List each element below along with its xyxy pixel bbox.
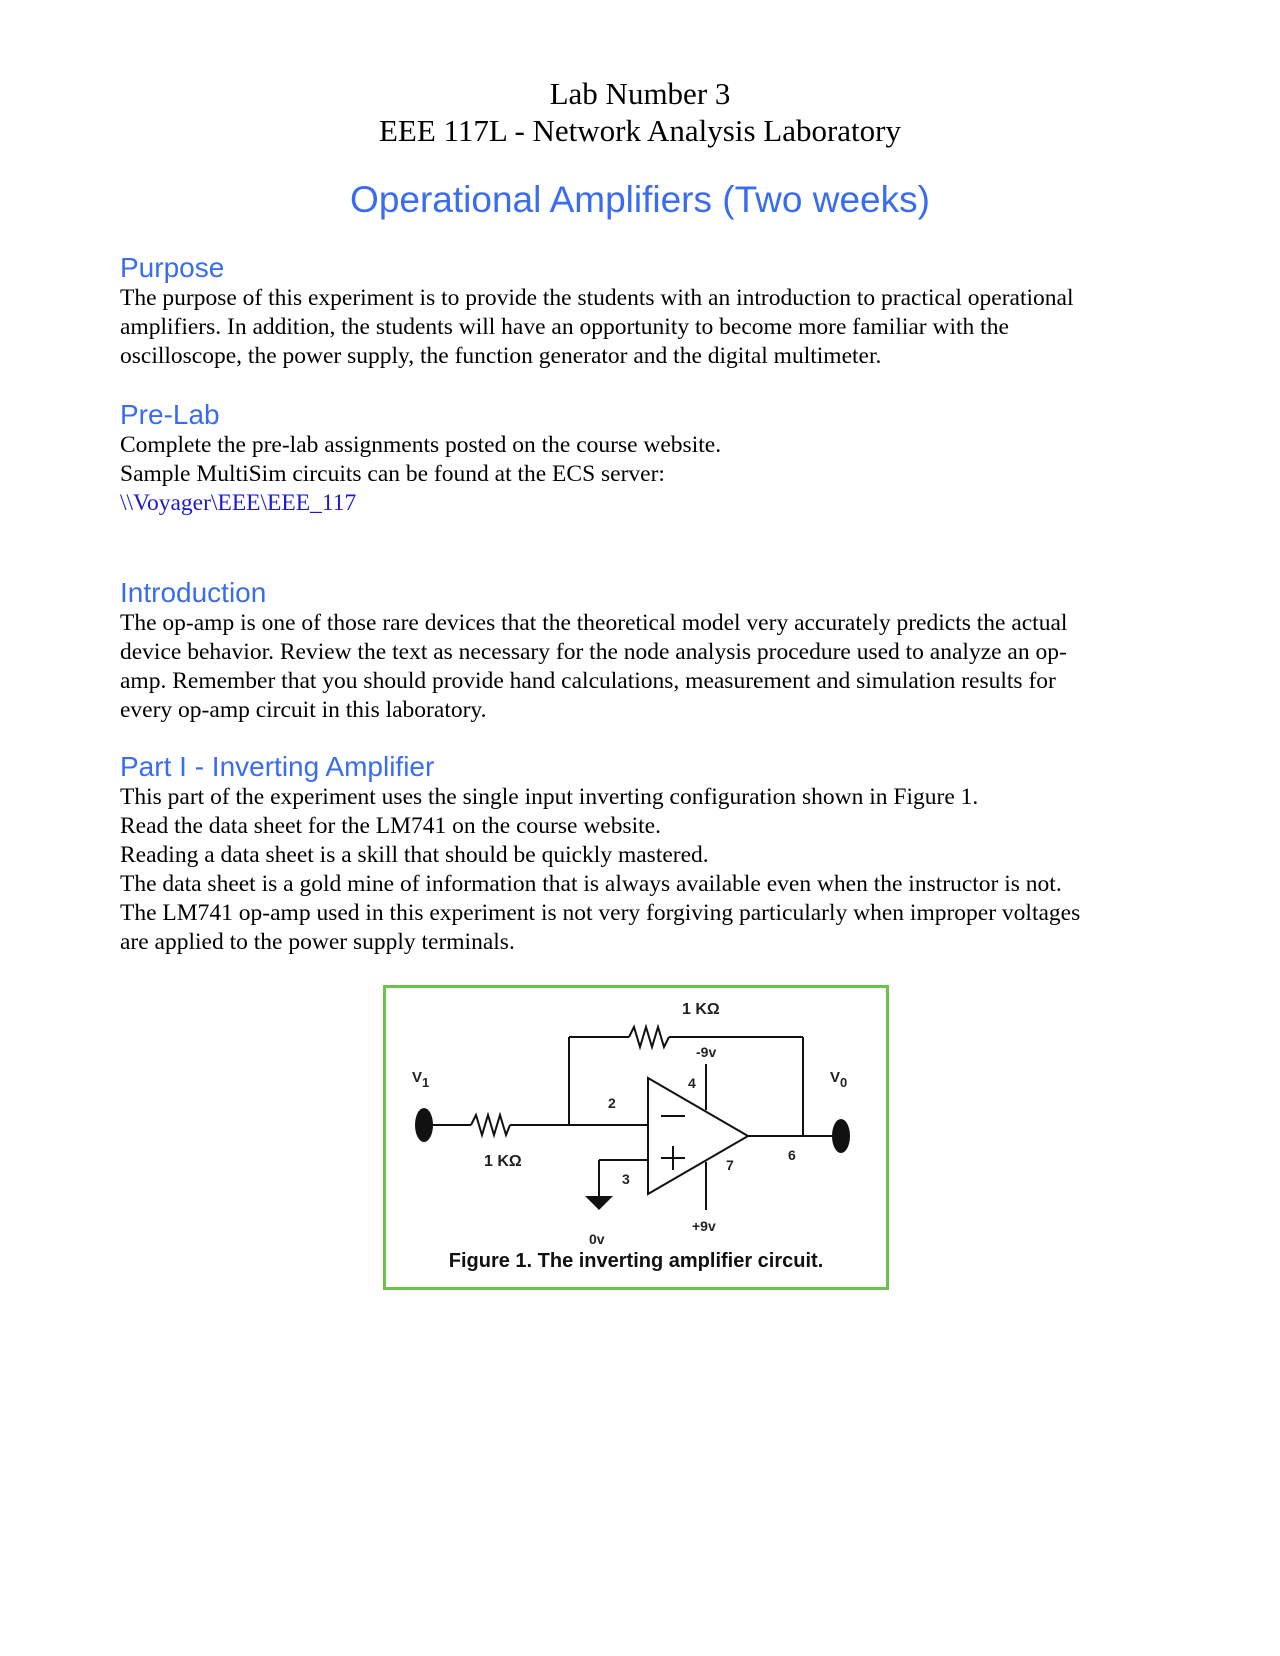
output-voltage-label: [830, 1069, 847, 1090]
feedback-resistor-label: 1 KΩ: [682, 1001, 720, 1018]
lab-number: Lab Number 3: [549, 76, 731, 111]
introduction-paragraph: [120, 609, 1160, 725]
pin-6-label: 6: [788, 1147, 796, 1163]
part1-paragraph: [120, 783, 1160, 957]
circuit-diagram: [386, 988, 886, 1287]
output-voltage-main: V: [830, 1069, 841, 1086]
neg-supply-label: -9v: [696, 1044, 717, 1060]
purpose-line: The purpose of this experiment is to provide the students with an introduction to practical operational: [120, 285, 1074, 311]
input-voltage-label: [412, 1069, 429, 1090]
prelab-heading: Pre-Lab: [120, 399, 220, 430]
input-voltage-main: V: [412, 1069, 423, 1086]
prelab-line: Sample MultiSim circuits can be found at the ECS server:: [120, 461, 665, 487]
pin-2-label: 2: [608, 1095, 616, 1111]
part1-line: are applied to the power supply terminals.: [120, 929, 515, 955]
introduction-line: The op-amp is one of those rare devices that the theoretical model very accurately predicts the actual: [120, 610, 1068, 636]
purpose-line: amplifiers. In addition, the students will have an opportunity to become more familiar with the: [120, 314, 1009, 340]
purpose-line: oscilloscope, the power supply, the function generator and the digital multimeter.: [120, 343, 882, 369]
purpose-paragraph: [120, 284, 1160, 371]
pin-4-label: 4: [688, 1075, 696, 1091]
figure-inverting-amplifier: [383, 985, 889, 1290]
input-resistor-label: 1 KΩ: [484, 1153, 522, 1170]
feedback-resistor: [629, 1027, 669, 1047]
part1-line: Reading a data sheet is a skill that should be quickly mastered.: [120, 842, 709, 868]
input-voltage-sub: 1: [422, 1075, 430, 1090]
course-title: EEE 117L - Network Analysis Laboratory: [379, 113, 901, 148]
pin-3-label: 3: [622, 1171, 630, 1187]
input-resistor: [471, 1115, 510, 1135]
introduction-line: amp. Remember that you should provide hand calculations, measurement and simulation results for: [120, 668, 1056, 694]
introduction-heading: Introduction: [120, 577, 267, 608]
ground-label: 0v: [589, 1231, 605, 1247]
introduction-line: device behavior. Review the text as necessary for the node analysis procedure used to analyze an op-: [120, 639, 1067, 665]
part1-line: The data sheet is a gold mine of information that is always available even when the instructor is not.: [120, 871, 1062, 897]
part1-heading: Part I - Inverting Amplifier: [120, 751, 435, 782]
part1-line: Read the data sheet for the LM741 on the course website.: [120, 813, 661, 839]
output-voltage-sub: 0: [840, 1075, 848, 1090]
part1-line: This part of the experiment uses the single input inverting configuration shown in Figure 1.: [120, 784, 979, 810]
pin-7-label: 7: [726, 1157, 734, 1173]
figure-caption: Figure 1. The inverting amplifier circuit.: [448, 1250, 824, 1272]
prelab-paragraph: [120, 431, 1160, 518]
ecs-server-link[interactable]: \\Voyager\EEE\EEE_117: [120, 490, 357, 516]
prelab-line: Complete the pre-lab assignments posted on the course website.: [120, 432, 722, 458]
ground-icon: [585, 1196, 613, 1210]
purpose-heading: Purpose: [120, 252, 225, 283]
output-terminal: [832, 1119, 850, 1153]
pos-supply-label: +9v: [692, 1218, 716, 1234]
input-terminal: [415, 1108, 433, 1142]
page-title: Operational Amplifiers (Two weeks): [350, 179, 930, 220]
opamp-symbol: [648, 1078, 748, 1194]
introduction-line: every op-amp circuit in this laboratory.: [120, 697, 487, 723]
part1-line: The LM741 op-amp used in this experiment is not very forgiving particularly when improper voltages: [120, 900, 1081, 926]
